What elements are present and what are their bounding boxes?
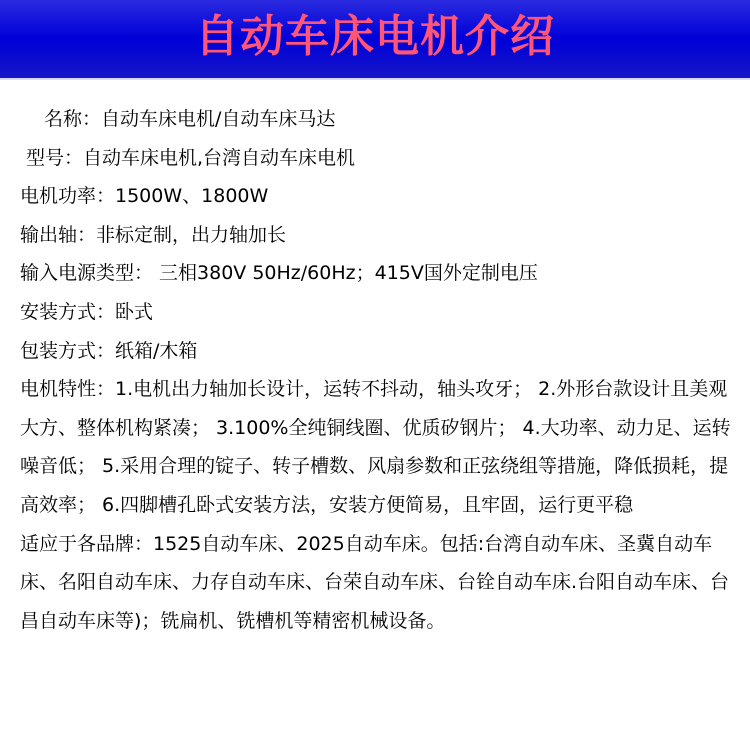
spec-model: 型号：自动车床电机,台湾自动车床电机: [26, 146, 356, 169]
spec-list: [20, 100, 735, 640]
spec-mounting: 安装方式：卧式: [20, 300, 154, 323]
title-banner: [0, 0, 750, 80]
spec-compatible-brands: 适应于各品牌：1525自动车床、2025自动车床。包括:台湾自动车床、圣冀自动车床、名阳自动车床、力存自动车床、台荣自动车床、台铨自动车床.台阳自动车床、台昌自动车床等)；铣扁机、铣槽机等精密机械设备。: [20, 532, 730, 632]
spec-packing: 包装方式：纸箱/木箱: [20, 339, 198, 362]
spec-output-shaft: 输出轴：非标定制，出力轴加长: [20, 223, 287, 246]
spec-features: 电机特性：1.电机出力轴加长设计，运转不抖动，轴头攻牙； 2.外形台款设计且美观大方、整体机构紧凑； 3.100%全纯铜线圈、优质矽钢片； 4.大功率、动力足、运转噪音低； 5.采用合理的锭子、转子槽数、风扇参数和正弦绕组等措施，降低损耗，提高效率； 6.四脚槽孔卧式安装方法，安装方便简易，且牢固，运行更平稳: [20, 378, 731, 516]
spec-name: 名称：自动车床电机/自动车床马达: [44, 108, 336, 130]
page-title: 自动车床电机介绍: [195, 11, 555, 62]
spec-input-voltage: 输入电源类型： 三相380V 50Hz/60Hz；415V国外定制电压: [20, 262, 538, 285]
spec-power: 电机功率：1500W、1800W: [20, 185, 269, 208]
